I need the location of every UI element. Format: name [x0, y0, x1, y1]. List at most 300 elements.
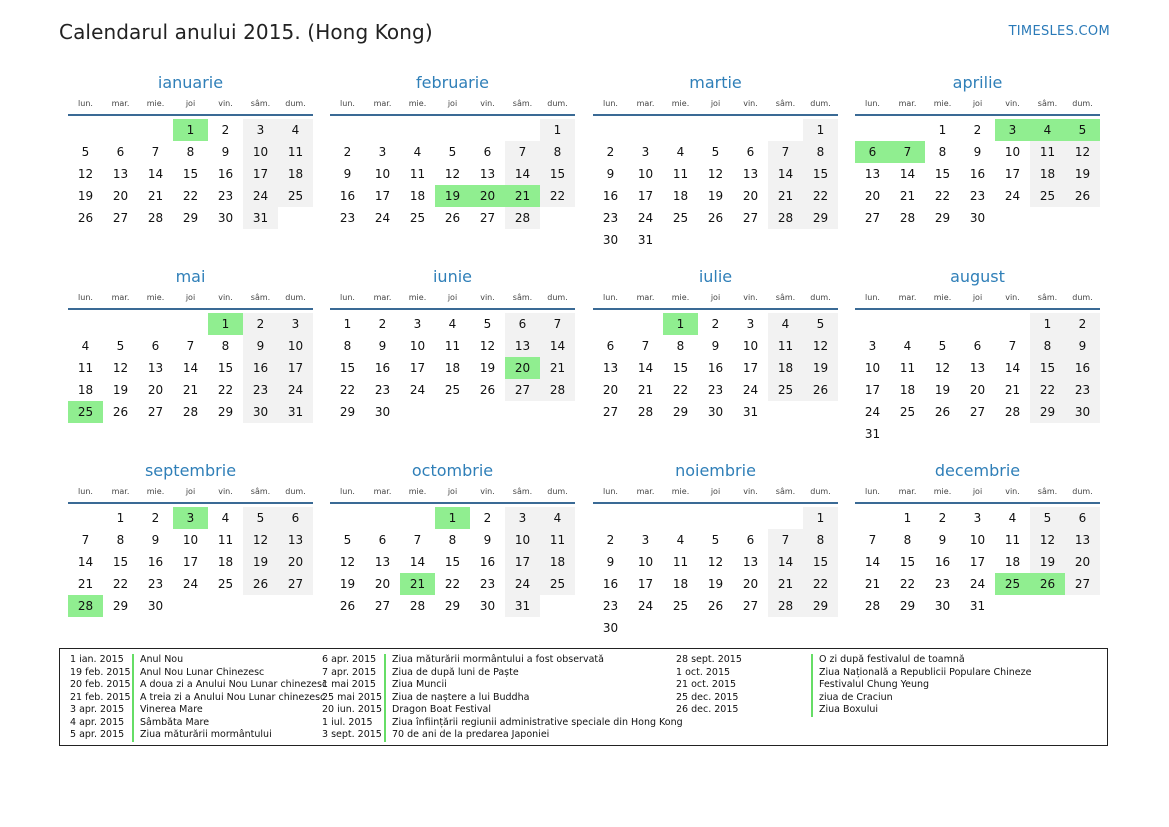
day-cell: 19: [1065, 163, 1100, 185]
weekday-label: sâm.: [775, 99, 796, 108]
day-cell: 25: [217, 577, 234, 591]
legend-column: [676, 654, 1031, 717]
day-cell: 16: [374, 361, 391, 375]
weekday-label: vin.: [218, 487, 233, 496]
day-cell: 9: [973, 145, 982, 159]
day-cell: 24: [969, 577, 986, 591]
day-cell: 3: [868, 339, 877, 353]
holiday-date: 1 mai 2015: [322, 679, 376, 690]
weekday-label: lun.: [865, 99, 880, 108]
holiday-name: ziua de Craciun: [819, 691, 893, 703]
weekday-label: dum.: [810, 487, 831, 496]
day-cell: 24: [637, 211, 654, 225]
month-octombrie: [330, 460, 575, 617]
weekday-label: joi: [710, 99, 721, 108]
empty-cell: [400, 119, 435, 141]
holiday-date: 7 apr. 2015: [322, 666, 377, 678]
day-cell: 21: [1004, 383, 1021, 397]
day-cell: 29: [803, 207, 838, 229]
day-cell: 8: [676, 339, 685, 353]
day-cell: 23: [707, 383, 724, 397]
day-cell: 21: [182, 383, 199, 397]
day-cell: 12: [1065, 141, 1100, 163]
day-cell: 10: [505, 529, 540, 551]
day-cell: 6: [746, 533, 755, 547]
day-cell: 9: [378, 339, 387, 353]
day-cell: 12: [77, 167, 94, 181]
day-cell: 21: [768, 573, 803, 595]
day-cell: 19: [339, 577, 356, 591]
day-cell: 7: [868, 533, 877, 547]
empty-cell: [593, 119, 628, 141]
holiday-name: A treia zi a Anului Nou Lunar chinezesc: [140, 691, 326, 703]
day-cell: 23: [217, 189, 234, 203]
empty-cell: [855, 313, 890, 335]
day-cell: 23: [147, 577, 164, 591]
day-cell: 8: [903, 533, 912, 547]
empty-cell: [733, 119, 768, 141]
holiday-date: 21 feb. 2015: [70, 691, 131, 703]
day-cell: 4: [221, 511, 230, 525]
day-cell: 1: [540, 119, 575, 141]
day-cell: 18: [77, 383, 94, 397]
day-cell: 15: [182, 167, 199, 181]
day-cell: 2: [221, 123, 230, 137]
legend-row: [70, 692, 327, 705]
header-divider: [68, 308, 313, 310]
weekday-label: vin.: [218, 293, 233, 302]
day-cell: 22: [182, 189, 199, 203]
holiday-date: 21 oct. 2015: [676, 679, 737, 690]
weekday-label: lun.: [603, 99, 618, 108]
day-cell: 13: [479, 167, 496, 181]
weekday-label: sâm.: [250, 487, 271, 496]
day-cell: 22: [672, 383, 689, 397]
day-cell: 5: [116, 339, 125, 353]
month-name: mai: [175, 267, 206, 286]
day-cell: 13: [864, 167, 881, 181]
day-cell: 25: [444, 383, 461, 397]
day-cell: 17: [278, 357, 313, 379]
day-cell: 29: [217, 405, 234, 419]
holiday-date: 5 apr. 2015: [70, 729, 125, 740]
day-cell: 29: [1030, 401, 1065, 423]
day-cell: 22: [1030, 379, 1065, 401]
day-cell: 15: [217, 361, 234, 375]
weekday-label: joi: [185, 487, 196, 496]
holiday-marker: [811, 704, 813, 717]
weekday-label: vin.: [1005, 487, 1020, 496]
weekday-label: joi: [185, 99, 196, 108]
day-cell: 12: [707, 555, 724, 569]
legend-row: [322, 692, 683, 705]
day-cell: 26: [339, 599, 356, 613]
day-cell: 23: [374, 383, 391, 397]
day-cell: 21: [864, 577, 881, 591]
day-cell: 14: [505, 163, 540, 185]
day-cell: 12: [934, 361, 951, 375]
weekday-label: mie.: [933, 99, 952, 108]
day-cell: 4: [903, 339, 912, 353]
day-cell: 20: [864, 189, 881, 203]
header-divider: [330, 502, 575, 504]
day-cell: 7: [768, 141, 803, 163]
day-cell: 6: [278, 507, 313, 529]
day-cell: 17: [374, 189, 391, 203]
day-cell: 12: [444, 167, 461, 181]
day-cell: 9: [483, 533, 492, 547]
month-august: [855, 266, 1100, 445]
weekday-label: mar.: [636, 293, 655, 302]
holiday-day-cell: 20: [470, 185, 505, 207]
holiday-name: Ziua măturării mormântului a fost observată: [392, 654, 604, 665]
holiday-day-cell: 1: [435, 507, 470, 529]
day-cell: 31: [505, 595, 540, 617]
day-cell: 27: [602, 405, 619, 419]
day-cell: 9: [606, 167, 615, 181]
day-cell: 14: [409, 555, 426, 569]
month-name: octombrie: [411, 461, 494, 480]
day-cell: 1: [343, 317, 352, 331]
day-cell: 17: [505, 551, 540, 573]
day-cell: 12: [707, 167, 724, 181]
day-cell: 16: [602, 189, 619, 203]
weekday-label: mie.: [671, 99, 690, 108]
day-cell: 20: [278, 551, 313, 573]
empty-cell: [698, 119, 733, 141]
legend-row: [676, 704, 1031, 717]
holiday-day-cell: 1: [173, 119, 208, 141]
day-cell: 19: [243, 551, 278, 573]
holiday-name: 70 de ani de la predarea Japoniei: [392, 729, 550, 740]
day-cell: 8: [540, 141, 575, 163]
day-cell: 2: [711, 317, 720, 331]
day-cell: 24: [409, 383, 426, 397]
day-cell: 7: [186, 339, 195, 353]
weekday-label: vin.: [480, 99, 495, 108]
day-cell: 18: [540, 551, 575, 573]
empty-cell: [103, 313, 138, 335]
day-cell: 25: [768, 379, 803, 401]
empty-cell: [628, 119, 663, 141]
day-cell: 23: [969, 189, 986, 203]
empty-cell: [698, 507, 733, 529]
holiday-date: 20 iun. 2015: [322, 704, 383, 715]
weekday-label: joi: [972, 99, 983, 108]
weekday-label: mar.: [898, 99, 917, 108]
empty-cell: [890, 313, 925, 335]
holiday-marker: [811, 692, 813, 705]
day-cell: 27: [479, 211, 496, 225]
day-cell: 7: [540, 313, 575, 335]
day-cell: 1: [903, 511, 912, 525]
day-cell: 15: [803, 551, 838, 573]
month-februarie: [330, 72, 575, 229]
empty-cell: [628, 313, 663, 335]
weekday-header: [593, 94, 838, 114]
holiday-name: A doua zi a Anului Nou Lunar chinezesc: [140, 679, 328, 690]
day-cell: 16: [243, 357, 278, 379]
holiday-name: Ziua de după luni de Paște: [392, 666, 519, 678]
weekday-label: lun.: [603, 293, 618, 302]
day-cell: 2: [378, 317, 387, 331]
day-cell: 6: [1065, 507, 1100, 529]
holiday-date: 19 feb. 2015: [70, 666, 131, 678]
day-cell: 29: [339, 405, 356, 419]
month-martie: [593, 72, 838, 251]
day-cell: 30: [1065, 401, 1100, 423]
empty-cell: [365, 119, 400, 141]
weekday-label: dum.: [285, 99, 306, 108]
day-cell: 6: [483, 145, 492, 159]
holiday-name: O zi după festivalul de toamnă: [819, 654, 965, 665]
weekday-label: joi: [710, 293, 721, 302]
day-cell: 19: [934, 383, 951, 397]
day-cell: 4: [540, 507, 575, 529]
weekday-label: mie.: [671, 293, 690, 302]
day-cell: 30: [147, 599, 164, 613]
day-cell: 3: [413, 317, 422, 331]
weekday-label: vin.: [1005, 99, 1020, 108]
day-cell: 6: [116, 145, 125, 159]
day-cell: 18: [409, 189, 426, 203]
day-cell: 7: [81, 533, 90, 547]
day-cell: 26: [707, 211, 724, 225]
day-cell: 8: [803, 529, 838, 551]
empty-cell: [593, 313, 628, 335]
holiday-date: 3 sept. 2015: [322, 729, 382, 740]
holiday-marker: [132, 704, 134, 717]
day-cell: 16: [147, 555, 164, 569]
day-cell: 20: [742, 577, 759, 591]
day-grid: [855, 119, 1100, 229]
month-name: februarie: [415, 73, 490, 92]
holiday-marker: [384, 667, 386, 680]
day-cell: 6: [505, 313, 540, 335]
day-cell: 4: [676, 145, 685, 159]
day-cell: 7: [768, 529, 803, 551]
day-cell: 7: [1008, 339, 1017, 353]
header-divider: [855, 502, 1100, 504]
month-name: iunie: [432, 267, 472, 286]
day-cell: 25: [278, 185, 313, 207]
weekday-label: dum.: [285, 487, 306, 496]
day-cell: 21: [77, 577, 94, 591]
weekday-label: mar.: [898, 487, 917, 496]
day-cell: 19: [707, 577, 724, 591]
day-cell: 26: [803, 379, 838, 401]
day-cell: 3: [973, 511, 982, 525]
weekday-label: mie.: [408, 99, 427, 108]
day-cell: 2: [973, 123, 982, 137]
day-cell: 14: [637, 361, 654, 375]
weekday-label: dum.: [1072, 99, 1093, 108]
weekday-label: sâm.: [775, 293, 796, 302]
day-cell: 9: [343, 167, 352, 181]
empty-cell: [330, 119, 365, 141]
day-cell: 16: [1065, 357, 1100, 379]
day-grid: [855, 313, 1100, 445]
day-cell: 20: [147, 383, 164, 397]
day-cell: 28: [768, 595, 803, 617]
legend-row: [322, 717, 683, 730]
day-cell: 19: [112, 383, 129, 397]
day-cell: 5: [711, 533, 720, 547]
weekday-label: dum.: [285, 293, 306, 302]
holiday-date: 1 iul. 2015: [322, 716, 373, 728]
day-cell: 8: [186, 145, 195, 159]
weekday-label: joi: [447, 99, 458, 108]
weekday-label: sâm.: [250, 99, 271, 108]
weekday-header: [855, 94, 1100, 114]
day-cell: 7: [413, 533, 422, 547]
day-cell: 23: [602, 211, 619, 225]
day-cell: 14: [147, 167, 164, 181]
day-cell: 9: [243, 335, 278, 357]
day-grid: [593, 507, 838, 639]
day-cell: 23: [934, 577, 951, 591]
day-cell: 3: [378, 145, 387, 159]
day-cell: 12: [243, 529, 278, 551]
day-cell: 27: [278, 573, 313, 595]
weekday-label: mie.: [146, 293, 165, 302]
day-cell: 12: [1030, 529, 1065, 551]
day-cell: 27: [374, 599, 391, 613]
weekday-label: lun.: [865, 293, 880, 302]
day-cell: 5: [448, 145, 457, 159]
day-cell: 18: [278, 163, 313, 185]
day-cell: 8: [938, 145, 947, 159]
header-divider: [855, 308, 1100, 310]
day-cell: 11: [768, 335, 803, 357]
day-cell: 26: [1065, 185, 1100, 207]
day-cell: 28: [637, 405, 654, 419]
holiday-name: Anul Nou: [140, 654, 184, 665]
day-cell: 4: [1008, 511, 1017, 525]
day-cell: 27: [742, 211, 759, 225]
weekday-label: sâm.: [512, 99, 533, 108]
weekday-header: [855, 482, 1100, 502]
weekday-label: joi: [972, 487, 983, 496]
weekday-label: mar.: [373, 293, 392, 302]
weekday-header: [330, 482, 575, 502]
day-cell: 3: [278, 313, 313, 335]
site-link[interactable]: TIMESLES.COM: [1008, 24, 1110, 39]
holiday-marker: [384, 654, 386, 667]
day-cell: 6: [973, 339, 982, 353]
day-cell: 24: [182, 577, 199, 591]
day-cell: 8: [1030, 335, 1065, 357]
holiday-day-cell: 3: [995, 119, 1030, 141]
day-cell: 25: [409, 211, 426, 225]
day-cell: 14: [182, 361, 199, 375]
holiday-day-cell: 1: [208, 313, 243, 335]
weekday-label: mie.: [933, 487, 952, 496]
holiday-marker: [811, 679, 813, 692]
header-divider: [593, 502, 838, 504]
day-cell: 13: [278, 529, 313, 551]
day-cell: 5: [711, 145, 720, 159]
weekday-label: joi: [710, 487, 721, 496]
day-grid: [330, 119, 575, 229]
day-cell: 26: [112, 405, 129, 419]
holiday-name: Festivalul Chung Yeung: [819, 679, 930, 690]
holiday-name: Ziua măturării mormântului: [140, 729, 272, 740]
day-cell: 26: [444, 211, 461, 225]
day-cell: 5: [938, 339, 947, 353]
day-cell: 26: [479, 383, 496, 397]
day-cell: 15: [672, 361, 689, 375]
weekday-label: joi: [185, 293, 196, 302]
day-cell: 20: [374, 577, 391, 591]
day-cell: 9: [711, 339, 720, 353]
day-cell: 17: [864, 383, 881, 397]
weekday-label: vin.: [743, 293, 758, 302]
day-cell: 17: [243, 163, 278, 185]
empty-cell: [855, 507, 890, 529]
day-cell: 17: [409, 361, 426, 375]
holiday-date: 20 feb. 2015: [70, 679, 131, 690]
weekday-header: [68, 288, 313, 308]
holiday-marker: [132, 679, 134, 692]
day-cell: 22: [934, 189, 951, 203]
day-cell: 11: [672, 167, 689, 181]
day-cell: 29: [112, 599, 129, 613]
weekday-label: lun.: [340, 293, 355, 302]
day-cell: 18: [217, 555, 234, 569]
weekday-label: mie.: [933, 293, 952, 302]
holiday-name: Ziua înființării regiunii administrative speciale din Hong Kong: [392, 716, 683, 728]
day-cell: 13: [374, 555, 391, 569]
holiday-date: 3 apr. 2015: [70, 704, 125, 715]
day-cell: 24: [243, 185, 278, 207]
day-cell: 14: [768, 551, 803, 573]
holiday-name: Ziua Națională a Republicii Populare Chineze: [819, 666, 1032, 678]
day-cell: 31: [864, 427, 881, 441]
holiday-day-cell: 6: [855, 141, 890, 163]
day-cell: 14: [899, 167, 916, 181]
holiday-day-cell: 7: [890, 141, 925, 163]
holiday-marker: [132, 667, 134, 680]
legend-row: [322, 667, 683, 680]
holiday-day-cell: 21: [400, 573, 435, 595]
day-cell: 27: [147, 405, 164, 419]
day-cell: 28: [540, 379, 575, 401]
empty-cell: [663, 119, 698, 141]
holiday-day-cell: 5: [1065, 119, 1100, 141]
weekday-label: dum.: [810, 293, 831, 302]
weekday-label: mar.: [111, 99, 130, 108]
day-cell: 21: [899, 189, 916, 203]
weekday-label: vin.: [743, 99, 758, 108]
holiday-date: 4 apr. 2015: [70, 716, 125, 728]
day-cell: 3: [243, 119, 278, 141]
day-cell: 5: [1030, 507, 1065, 529]
day-cell: 1: [116, 511, 125, 525]
empty-cell: [855, 119, 890, 141]
day-cell: 21: [637, 383, 654, 397]
day-cell: 2: [343, 145, 352, 159]
holiday-marker: [384, 704, 386, 717]
day-cell: 13: [602, 361, 619, 375]
weekday-label: joi: [972, 293, 983, 302]
day-cell: 18: [672, 577, 689, 591]
day-cell: 28: [768, 207, 803, 229]
holiday-marker: [132, 654, 134, 667]
weekday-label: vin.: [480, 293, 495, 302]
day-cell: 29: [934, 211, 951, 225]
day-cell: 2: [483, 511, 492, 525]
